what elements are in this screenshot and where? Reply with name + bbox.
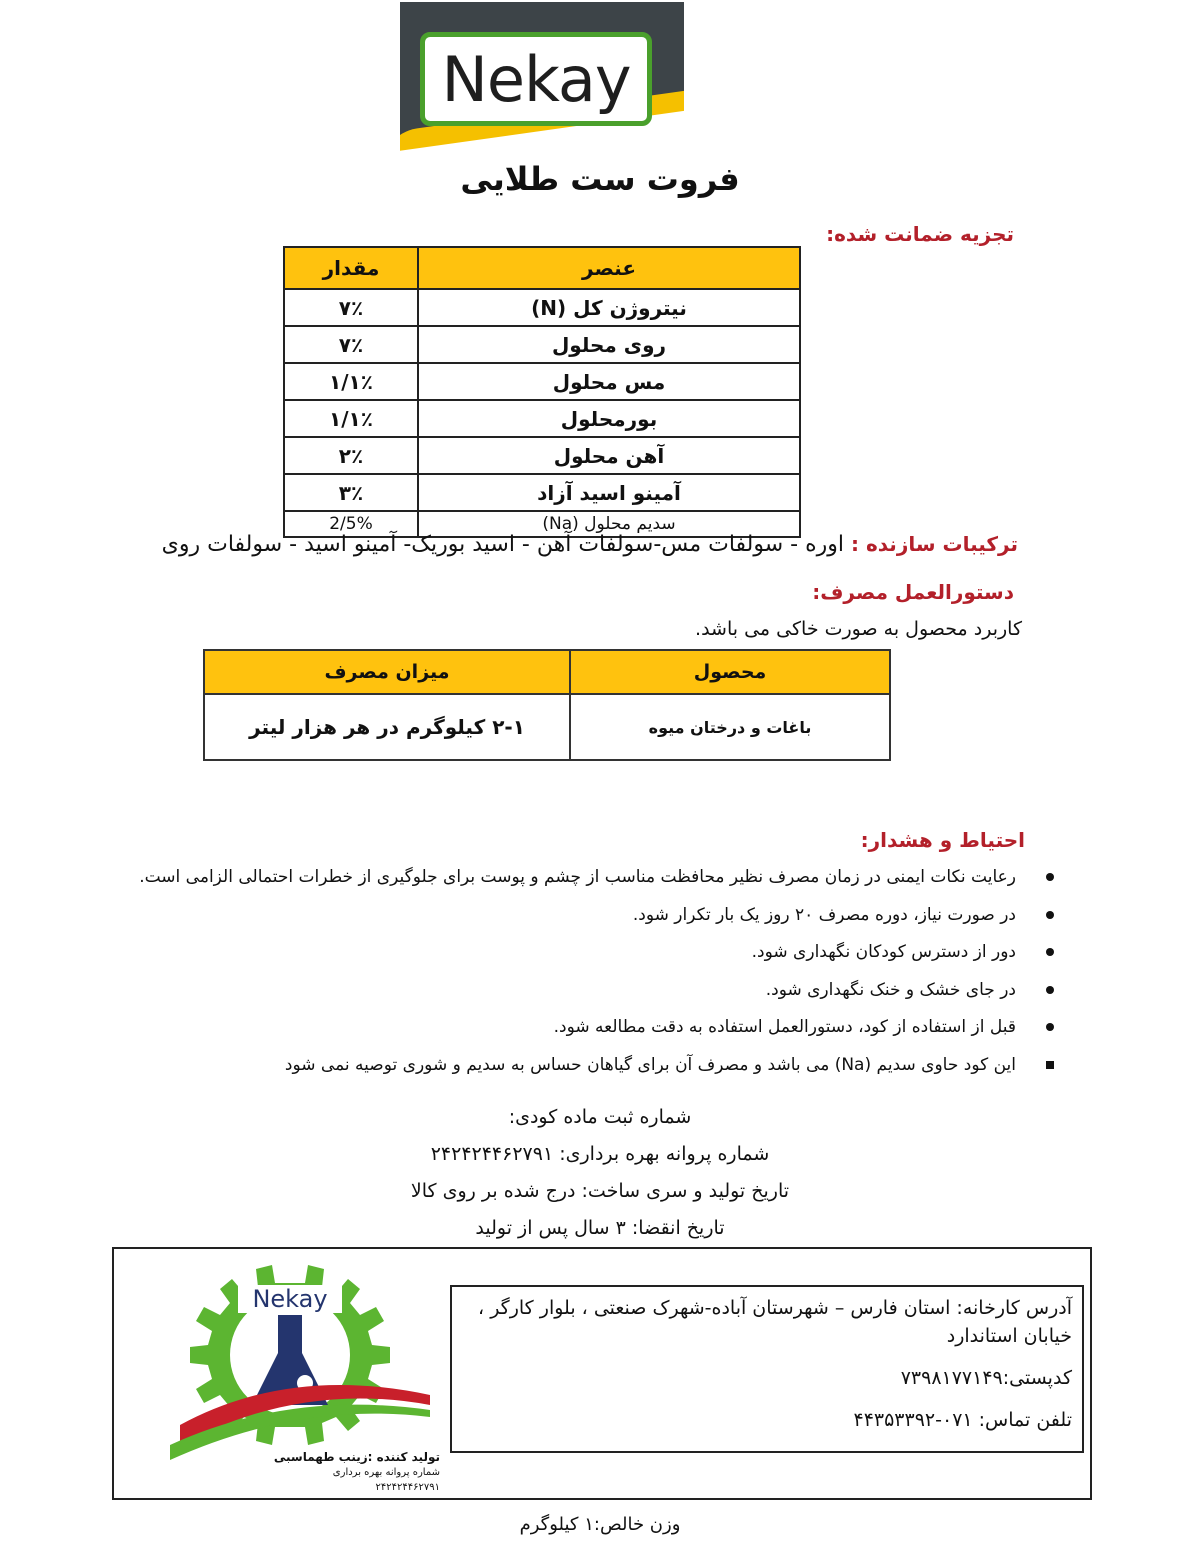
producer-info bbox=[270, 1450, 440, 1495]
phone-number: تلفن تماس: ۰۷۱-۴۴۳۵۳۳۹۲ bbox=[853, 1409, 1072, 1431]
bullet-icon bbox=[1046, 986, 1054, 994]
gear-logo-text: Nekay bbox=[252, 1285, 328, 1313]
list-item bbox=[80, 898, 1060, 936]
crop-cell: باغات و درختان میوه bbox=[570, 694, 890, 760]
amount-cell: ۲٪ bbox=[284, 437, 418, 474]
amount-cell: ۱/۱٪ bbox=[284, 363, 418, 400]
amount-cell: ۳٪ bbox=[284, 474, 418, 511]
table-row bbox=[284, 363, 800, 400]
col-crop: محصول bbox=[570, 650, 890, 694]
list-item bbox=[80, 973, 1060, 1011]
production-date: تاریخ تولید و سری ساخت: درج شده بر روی کالا bbox=[410, 1180, 790, 1202]
guarantee-table bbox=[283, 246, 801, 538]
list-item bbox=[80, 935, 1060, 973]
element-cell: سدیم محلول (Na) bbox=[418, 511, 800, 537]
rate-cell: ۲-۱ کیلوگرم در هر هزار لیتر bbox=[204, 694, 570, 760]
element-cell: بورمحلول bbox=[418, 400, 800, 437]
element-cell: آهن محلول bbox=[418, 437, 800, 474]
address-line1: آدرس کارخانه: استان فارس – شهرستان آباده-شهرک صنعتی ، بلوار کارگر ، bbox=[478, 1297, 1072, 1319]
table-row bbox=[284, 437, 800, 474]
warning-text: در صورت نیاز، دوره مصرف ۲۰ روز یک بار تکرار شود. bbox=[632, 904, 1016, 925]
bullet-icon bbox=[1046, 873, 1054, 881]
brand-logo bbox=[400, 2, 684, 158]
usage-table bbox=[203, 649, 891, 761]
table-row bbox=[204, 694, 890, 760]
producer-license-number: ۲۴۲۴۲۴۴۶۲۷۹۱ bbox=[375, 1482, 440, 1493]
element-cell: مس محلول bbox=[418, 363, 800, 400]
postal-code: کدپستی:۷۳۹۸۱۷۷۱۴۹ bbox=[900, 1367, 1072, 1389]
product-title: فروت ست طلایی bbox=[460, 160, 740, 198]
warning-text: قبل از استفاده از کود، دستورالعمل استفاده به دقت مطالعه شود. bbox=[553, 1017, 1016, 1037]
col-amount: مقدار bbox=[284, 247, 418, 289]
warning-text: این کود حاوی سدیم (Na) می باشد و مصرف آن برای گیاهان حساس به سدیم و شوری توصیه نمی شود bbox=[284, 1054, 1016, 1075]
usage-note: کاربرد محصول به صورت خاکی می باشد. bbox=[695, 618, 1022, 640]
table-row bbox=[284, 400, 800, 437]
producer-license-label: شماره پروانه بهره برداری bbox=[332, 1467, 440, 1478]
warning-text: دور از دسترس کودکان نگهداری شود. bbox=[751, 942, 1016, 962]
reg-number: شماره ثبت ماده کودی: bbox=[508, 1106, 692, 1128]
col-element: عنصر bbox=[418, 247, 800, 289]
list-item bbox=[80, 1010, 1060, 1048]
element-cell: آمینو اسید آزاد bbox=[418, 474, 800, 511]
registration-block bbox=[300, 1100, 900, 1248]
table-row bbox=[284, 326, 800, 363]
amount-cell: 2/5% bbox=[284, 511, 418, 537]
table-row bbox=[284, 474, 800, 511]
bullet-icon bbox=[1046, 1023, 1054, 1031]
warning-text: رعایت نکات ایمنی در زمان مصرف نظیر محافظت مناسب از چشم و پوست برای جلوگیری از خطرات احتمالی الزامی است. bbox=[139, 867, 1016, 887]
net-weight: وزن خالص:۱ کیلوگرم bbox=[519, 1514, 681, 1535]
col-rate: میزان مصرف bbox=[204, 650, 570, 694]
ingredients-value: اوره - سولفات مس-سولفات آهن - اسید بوریک- آمینو اسید - سولفات روی bbox=[161, 532, 844, 557]
expiry-date: تاریخ انقضا: ۳ سال پس از تولید bbox=[475, 1217, 725, 1239]
list-item bbox=[80, 1048, 1060, 1086]
ingredients bbox=[162, 532, 1018, 557]
amount-cell: ۱/۱٪ bbox=[284, 400, 418, 437]
warning-text: در جای خشک و خنک نگهداری شود. bbox=[765, 979, 1016, 1000]
warning-heading: احتیاط و هشدار: bbox=[860, 828, 1025, 852]
amount-cell: ۷٪ bbox=[284, 326, 418, 363]
amount-cell: ۷٪ bbox=[284, 289, 418, 326]
bullet-icon bbox=[1046, 911, 1054, 919]
square-bullet-icon bbox=[1046, 1061, 1054, 1069]
guarantee-heading: تجزیه ضمانت شده: bbox=[826, 222, 1014, 246]
ingredients-label: ترکیبات سازنده : bbox=[850, 532, 1018, 556]
address-line2: خیابان استاندارد bbox=[946, 1325, 1072, 1347]
element-cell: روی محلول bbox=[418, 326, 800, 363]
table-row bbox=[284, 289, 800, 326]
list-item bbox=[80, 860, 1060, 898]
usage-heading: دستورالعمل مصرف: bbox=[812, 580, 1014, 604]
element-cell: نیتروژن کل (N) bbox=[418, 289, 800, 326]
producer-name: تولید کننده :زینب طهماسبی bbox=[273, 1450, 440, 1464]
warning-list bbox=[80, 860, 1060, 1085]
address-box bbox=[450, 1285, 1084, 1453]
license-number: شماره پروانه بهره برداری: ۲۴۲۴۲۴۴۶۲۷۹۱ bbox=[430, 1143, 770, 1165]
bullet-icon bbox=[1046, 948, 1054, 956]
logo-wordmark: Nekay bbox=[420, 32, 652, 126]
